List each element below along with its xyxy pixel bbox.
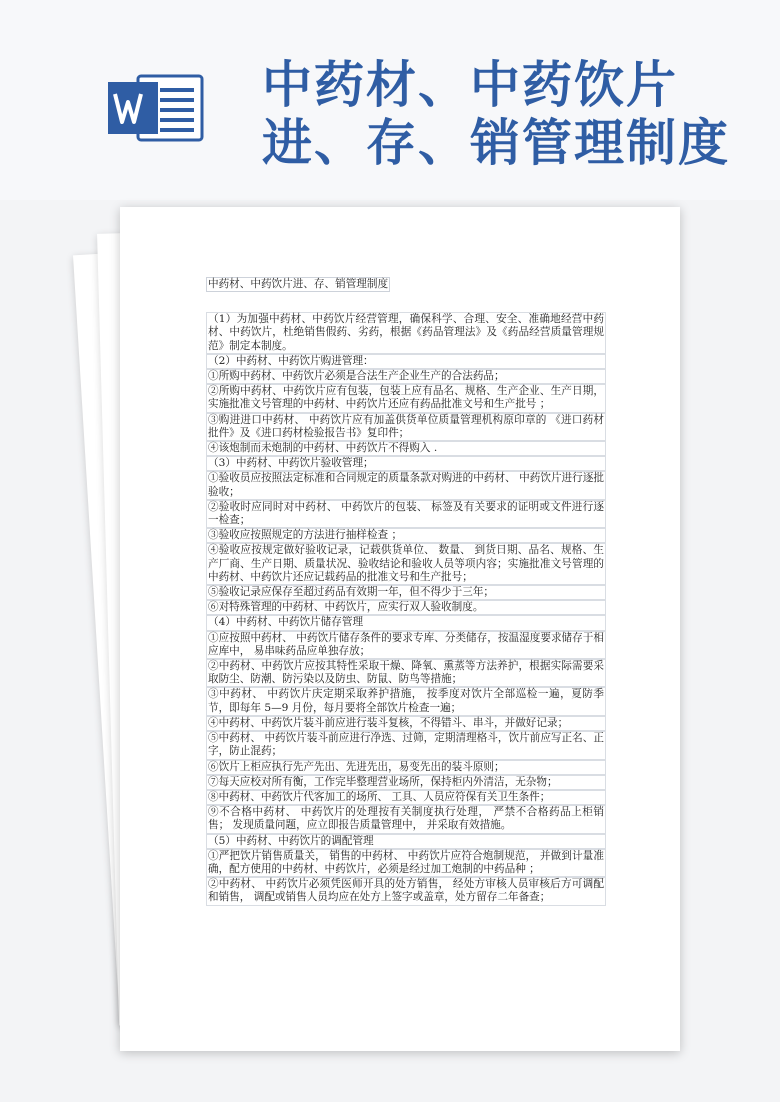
word-document-icon [108,72,206,144]
paragraph: ①验收员应按照法定标准和合同规定的质量条款对购进的中药材、 中药饮片进行逐批验收； [206,471,606,499]
paragraph: ①应按照中药材、 中药饮片储存条件的要求专库、分类储存，按温湿度要求储存于相应库中， 易串味药品应单独存放； [206,631,606,659]
paragraph: ②中药材、 中药饮片必须凭医师开具的处方销售， 经处方审核人员审核后方可调配和销售， 调配或销售人员均应在处方上签字或盖章，处方留存二年备查； [206,877,606,905]
paragraph: ⑧中药材、中药饮片代客加工的场所、 工具、人员应符保有关卫生条件； [206,790,606,805]
document-page [120,207,680,1051]
paragraph: （3）中药材、中药饮片验收管理； [206,456,606,471]
paragraph: （1）为加强中药材、中药饮片经营管理，确保科学、合理、安全、准确地经营中药材、中药饮片，杜绝销售假药、劣药，根据《药品管理法》及《药品经营质量管理规范》制定本制度。 [206,312,606,354]
paragraph: ④验收应按规定做好验收记录，记载供货单位、 数量、 到货日期、品名、规格、生产厂商、生产日期、质量状况、验收结论和验收人员等项内容；实施批准文号管理的中药材、中药饮片还应记载药品的批准文号和生产批号； [206,543,606,585]
paragraph: ⑥饮片上柜应执行先产先出、先进先出，易变先出的装斗原则； [206,760,606,775]
document-body [206,277,606,906]
paragraph: ②所购中药材、中药饮片应有包装，包装上应有品名、规格、生产企业、生产日期，实施批准文号管理的中药材、中药饮片还应有药品批准文号和生产批号 ； [206,384,606,412]
paragraph: ②中药材、中药饮片应按其特性采取干燥、降氧、熏蒸等方法养护，根据实际需要采取防尘、防潮、防污染以及防虫、防鼠、防鸟等措施； [206,659,606,687]
paragraph: ①所购中药材、中药饮片必须是合法生产企业生产的合法药品； [206,369,606,384]
title-line-1: 中药材、中药饮片 [262,56,678,114]
paragraph: ③购进进口中药材、 中药饮片应有加盖供货单位质量管理机构原印章的 《进口药材批件》及《进口药材检验报告书》复印件； [206,413,606,441]
paragraph: ②验收时应同时对中药材、 中药饮片的包装、 标签及有关要求的证明或文件进行逐一检查； [206,500,606,528]
header-banner [0,0,780,200]
paragraph: ③验收应按照规定的方法进行抽样检查 ； [206,528,606,543]
paragraph: ④该炮制而未炮制的中药材、中药饮片不得购入 . [206,441,606,456]
paragraph: ⑤验收记录应保存至超过药品有效期一年，但不得少于三年； [206,585,606,600]
title-line-2: 进、存、销管理制度 [262,114,730,172]
paragraph: ⑦每天应校对所有衡，工作完毕整理营业场所，保持柜内外清洁，无杂物； [206,775,606,790]
paragraph: ⑥对特殊管理的中药材、中药饮片，应实行双人验收制度。 [206,600,606,615]
paragraph: ⑨不合格中药材、 中药饮片的处理按有关制度执行处理， 严禁不合格药品上柜销售； 发现质量问题，应立即报告质量管理中， 并采取有效措施。 [206,805,606,833]
paragraph: ④中药材、中药饮片装斗前应进行装斗复核，不得错斗、串斗，并做好记录； [206,716,606,731]
paragraph: ①严把饮片销售质量关， 销售的中药材、 中药饮片应符合炮制规范， 并做到计量准确，配方使用的中药材、中药饮片，必须是经过加工炮制的中药品种 ； [206,849,606,877]
paragraph: ⑤中药材、 中药饮片装斗前应进行净选、过筛，定期清理格斗，饮片前应写正名、正字，防止混药； [206,731,606,759]
paragraph-list [206,312,606,905]
paragraph: （5）中药材、中药饮片的调配管理 [206,834,606,849]
document-title: 中药材、中药饮片进、存、销管理制度 [206,277,390,292]
paragraph: ③中药材、 中药饮片庆定期采取养护措施， 按季度对饮片全部巡检一遍，夏防季节，即每年 5—9 月份，每月要将全部饮片检查一遍； [206,687,606,715]
paragraph: （2）中药材、中药饮片购进管理： [206,354,606,369]
paragraph: （4）中药材、中药饮片储存管理 [206,615,606,630]
page-title [262,56,762,172]
